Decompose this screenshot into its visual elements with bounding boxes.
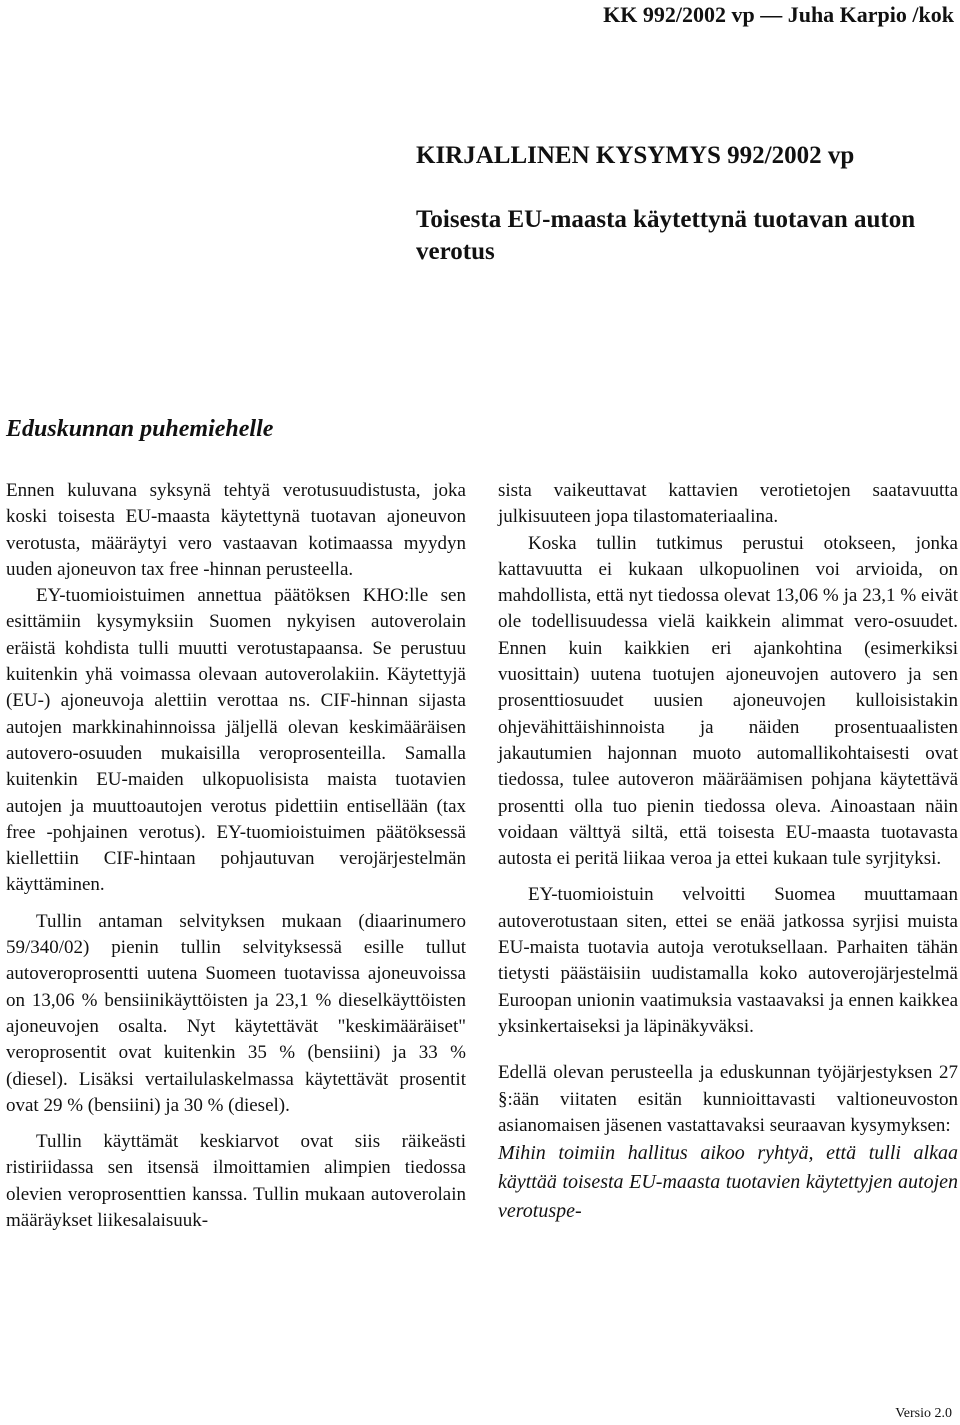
right-text-column xyxy=(498,478,958,1226)
paragraph: sista vaikeuttavat kattavien verotietojen saatavuutta julkisuuteen jopa tilastomateriaalina. xyxy=(498,480,958,528)
paragraph: Tullin antaman selvityksen mukaan (diaarinumero 59/340/02) pienin tullin selvityksessä esille tullut autoveroprosentti uutena Suomeen tuotavissa ajoneuvoissa on 13,06 % bensiinikäyttöisten ja 23,1 % dieselkäyttöisten ajoneuvojen osalta. Nyt käytettävät "keskimääräiset" veroprosentit ovat kuitenkin 35 % (bensiini) ja 33 % (diesel). Lisäksi vertailulaskelmassa käytettävät prosentit ovat 29 % (bensiini) ja 30 % (diesel). xyxy=(6,910,466,1116)
left-text-column xyxy=(6,478,466,1234)
paragraph: EY-tuomioistuin velvoitti Suomea muuttamaan autoverotustaan siten, ettei se enää jatkossa syrjisi muista EU-maista tuotavia autoja verotuksellaan. Parhaiten tähän tietysti päästäisiin uudistamalla koko autoverojärjestelmä Euroopan unionin vaatimuksia vastaavaksi ja ennen kaikkea yksinkertaiseksi ja läpinäkyväksi. xyxy=(498,884,958,1037)
question-subject: Toisesta EU-maasta käytettynä tuotavan auton verotus xyxy=(416,206,916,265)
document-reference-header: KK 992/2002 vp — Juha Karpio /kok xyxy=(603,2,954,27)
paragraph: Ennen kuluvana syksynä tehtyä verotusuudistusta, joka koski toisesta EU-maasta käytettynä tuotavan ajoneuvon verotusta, määräytyi vero vastaavan kotimaassa myydyn uuden ajoneuvon tax free -hinnan perusteella. xyxy=(6,480,466,580)
paragraph: Tullin käyttämät keskiarvot ovat siis räikeästi ristiriidassa sen itsensä ilmoittamien alimpien tiedossa olevien veroprosenttien kanssa. Tullin mukaan autoverolain määräykset liikesalaisuuk- xyxy=(6,1131,466,1232)
paragraph: EY-tuomioistuimen annettua päätöksen KHO:lle sen esittämiin kysymyksiin Suomen nykyisen autoverolain eräistä kohdista tulli muutti verotustapaansa. Se perustuu kuitenkin yhä voimassa olevaan autoverolakiin. Käytettyjä (EU-) ajoneuvoja alettiin verottaa ns. CIF-hinnan sijasta autojen markkinahinnoissa jäljellä olevan keskimääräisen autovero-osuuden mukaisilla veroprosenteilla. Samalla kuitenkin EU-maiden ulkopuolisista maista tuotavien autojen ja muuttoautojen verotus pidettiin entisellään (tax free -pohjainen verotus). EY-tuomioistuimen päätöksessä kiellettiin CIF-hintaan pohjautuvan verojärjestelmän käyttäminen. xyxy=(6,585,466,896)
formal-question: Mihin toimiin hallitus aikoo ryhtyä, että tulli alkaa käyttää toisesta EU-maasta tuotavien käytettyjen autojen verotuspe- xyxy=(498,1142,958,1223)
paragraph: Edellä olevan perusteella ja eduskunnan työjärjestyksen 27 §:ään viitaten esitän kunnioittavasti valtioneuvoston asianomaisen jäsenen vastattavaksi seuraavan kysymyksen: xyxy=(498,1062,958,1136)
version-label: Versio 2.0 xyxy=(895,1406,952,1421)
document-title: KIRJALLINEN KYSYMYS 992/2002 vp xyxy=(416,142,855,169)
paragraph: Koska tullin tutkimus perustui otokseen, jonka kattavuutta ei kukaan ulkopuolinen voi arvioida, on mahdollista, että nyt tiedossa olevat 13,06 % ja 23,1 % eivät ole todellisuudessa vielä kaikkein alimmat vero-osuudet. Ennen kuin kaikkien eri ajankohtina (esimerkiksi vuosittain) uutena tuotujen ajoneuvojen autovero ja sen prosenttiosuudet uusien ajoneuvojen kulloisistakin ohjevähittäishinnoista ja näiden prosentuaalisten jakautumien hajonnan muoto automallikohtaisesti ovat tiedossa, tulee autoveron määräämisen pohjana käytettävä prosentti olla tuo pienin tiedossa oleva. Ainoastaan näin voidaan välttyä siltä, että toisesta EU-maasta tuotavasta autosta ei peritä liikaa veroa ja ettei kukaan tule syrjityksi. xyxy=(498,532,958,870)
salutation: Eduskunnan puhemiehelle xyxy=(6,416,274,442)
